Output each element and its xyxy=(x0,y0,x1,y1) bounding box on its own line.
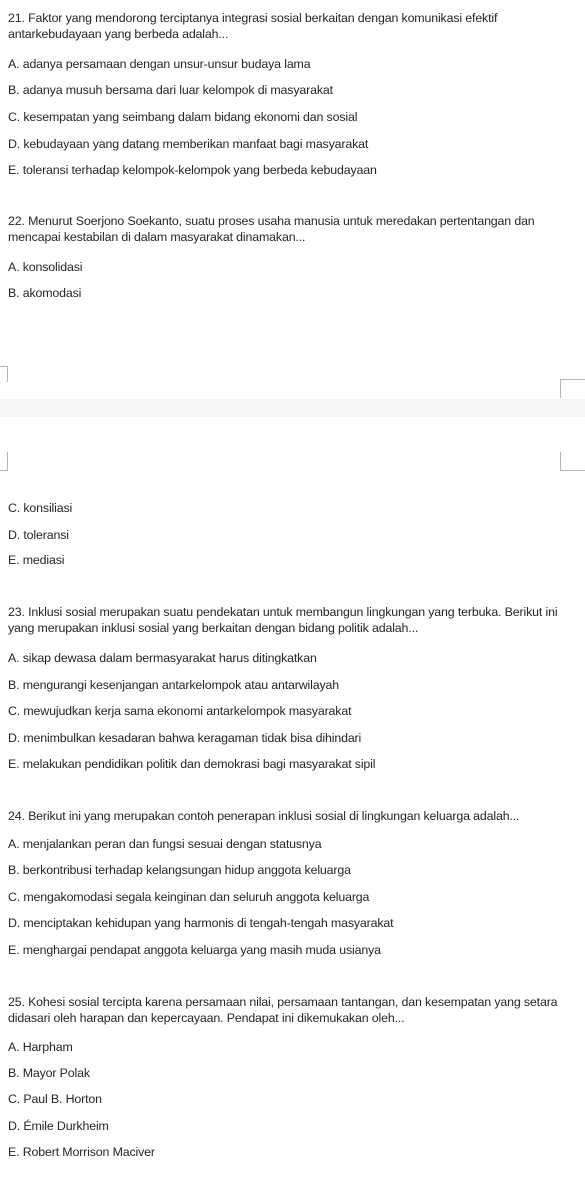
page-corner-mark xyxy=(560,452,585,471)
option-25-c: C. Paul B. Horton xyxy=(8,1092,102,1106)
option-25-e: E. Robert Morrison Maciver xyxy=(8,1145,155,1159)
option-25-a: A. Harpham xyxy=(8,1040,73,1054)
option-22-d: D. toleransi xyxy=(8,528,69,542)
option-21-a: A. adanya persamaan dengan unsur-unsur budaya lama xyxy=(8,57,311,71)
option-21-d: D. kebudayaan yang datang memberikan manfaat bagi masyarakat xyxy=(8,137,369,151)
question-text: 22. Menurut Soerjono Soekanto, suatu proses usaha manusia untuk meredakan pertentangan dan mencapai kestabilan di dalam masyarakat dinamakan... xyxy=(8,214,535,244)
question-text: 23. Inklusi sosial merupakan suatu pendekatan untuk membangun lingkungan yang terbuka. Berikut ini yang merupakan inklusi sosial yang berkaitan dengan bidang politik adalah... xyxy=(8,605,558,635)
question-text: 25. Kohesi sosial tercipta karena persamaan nilai, persamaan tantangan, dan kesempatan yang setara didasari oleh harapan dan kepercayaan. Pendapat ini dikemukakan oleh... xyxy=(8,995,558,1025)
option-24-d: D. menciptakan kehidupan yang harmonis di tengah-tengah masyarakat xyxy=(8,916,394,930)
option-21-c: C. kesempatan yang seimbang dalam bidang ekonomi dan sosial xyxy=(8,110,358,124)
question-25 xyxy=(8,994,580,1026)
option-22-b: B. akomodasi xyxy=(8,286,82,300)
option-22-e: E. mediasi xyxy=(8,553,65,567)
question-22 xyxy=(8,213,580,245)
question-23 xyxy=(8,604,580,636)
option-24-e: E. menghargai pendapat anggota keluarga yang masih muda usianya xyxy=(8,943,381,957)
option-21-b: B. adanya musuh bersama dari luar kelompok di masyarakat xyxy=(8,83,333,97)
question-21 xyxy=(8,10,580,42)
option-24-a: A. menjalankan peran dan fungsi sesuai dengan statusnya xyxy=(8,837,322,851)
option-25-b: B. Mayor Polak xyxy=(8,1066,90,1080)
option-23-a: A. sikap dewasa dalam bermasyarakat harus ditingkatkan xyxy=(8,651,317,665)
option-24-c: C. mengakomodasi segala keinginan dan seluruh anggota keluarga xyxy=(8,890,370,904)
page-corner-mark xyxy=(0,366,8,382)
page-corner-mark xyxy=(0,452,8,471)
option-21-e: E. toleransi terhadap kelompok-kelompok yang berbeda kebudayaan xyxy=(8,163,377,177)
option-23-d: D. menimbulkan kesadaran bahwa keragaman tidak bisa dihindari xyxy=(8,731,362,745)
option-22-a: A. konsolidasi xyxy=(8,260,83,274)
option-22-c: C. konsiliasi xyxy=(8,501,73,515)
option-23-c: C. mewujudkan kerja sama ekonomi antarkelompok masyarakat xyxy=(8,704,352,718)
option-24-b: B. berkontribusi terhadap kelangsungan hidup anggota keluarga xyxy=(8,863,351,877)
question-24 xyxy=(8,808,580,824)
page-break xyxy=(0,399,585,417)
option-23-e: E. melakukan pendidikan politik dan demokrasi bagi masyarakat sipil xyxy=(8,757,376,771)
question-text: 21. Faktor yang mendorong terciptanya integrasi sosial berkaitan dengan komunikasi efektif antarkebudayaan yang berbeda adalah... xyxy=(8,11,498,41)
option-25-d: D. Émile Durkheim xyxy=(8,1119,109,1133)
option-23-b: B. mengurangi kesenjangan antarkelompok atau antarwilayah xyxy=(8,678,340,692)
page-corner-mark xyxy=(560,379,585,398)
question-text: 24. Berikut ini yang merupakan contoh penerapan inklusi sosial di lingkungan keluarga adalah... xyxy=(8,809,520,823)
